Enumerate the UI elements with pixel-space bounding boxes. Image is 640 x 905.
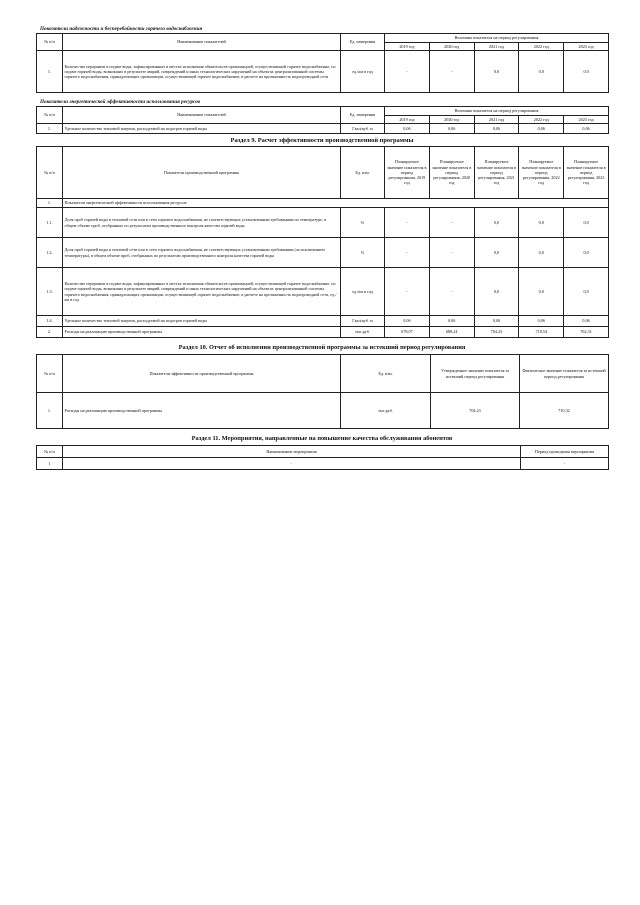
row-unit: %: [341, 208, 385, 238]
row-name: Удельное количество тепловой энергии, расходуемой на подогрев горячей воды: [63, 124, 341, 134]
row-value: 0,06: [519, 124, 564, 134]
year-header: Планируемое значение показателя в период регулирования, 2023 год: [564, 147, 609, 199]
col-unit-header: Ед. изм.: [341, 355, 431, 393]
row-value: -: [429, 208, 474, 238]
row-value: 0,06: [564, 316, 609, 327]
row-name: Количество перерывов в подаче воды, зафиксированных в местах исполнения обязательств организацией, осуществляющей горячее водоснабжение, по подаче горячей воды, возникших в результате аварий, повреждений и иных технологических нарушений на объектах централизованной системы горячего водоснабжения, принадлежащих организации, осуществляющей горячее водоснабжение, в расчете на протяженность водопроводной сети: [63, 51, 341, 93]
col-num-header: № п/п: [37, 355, 63, 393]
row-unit: ед./км в год: [341, 268, 385, 316]
col-num-header: № п/п: [37, 34, 63, 51]
row-value: 704,23: [474, 327, 519, 338]
efficiency-calc-table: [36, 146, 609, 338]
row-name: Доля проб горячей воды в тепловой сети или в сети горячего водоснабжения, не соответствующих установленным требованиям (за исключением температуры), в общем объеме проб, отобранных по результатам производственного контроля качества горячей воды: [63, 238, 341, 268]
row-name: Удельное количество тепловой энергии, расходуемой на подогрев горячей воды: [63, 316, 341, 327]
approved-header: Утвержденное значение показателя за истекший период регулирования: [431, 355, 520, 393]
year-header: Планируемое значение показателя в период регулирования, 2019 год: [385, 147, 430, 199]
row-value: -: [385, 208, 430, 238]
row-period: -: [521, 458, 609, 470]
energy-efficiency-table: [36, 106, 609, 134]
col-num-header: № п/п: [37, 446, 63, 458]
row-unit: тыс.руб.: [341, 327, 385, 338]
row-value: 0,0: [474, 208, 519, 238]
year-header: 2023 год: [564, 116, 609, 124]
col-unit-header: Ед. измерения: [341, 107, 385, 124]
row-unit: Гкал/куб. м: [341, 316, 385, 327]
year-header: 2020 год: [429, 116, 474, 124]
row-num: 2.: [37, 327, 63, 338]
row-value: 0,0: [564, 238, 609, 268]
reliability-table: [36, 33, 609, 93]
row-num: 1.2.: [37, 238, 63, 268]
col-name-header: Показатели эффективности производственной программы: [63, 355, 341, 393]
section9-title: Раздел 9. Расчет эффективности производственной программы: [230, 137, 414, 144]
period-group-header: Величина показателя на период регулирования: [385, 107, 609, 116]
section11-title: Раздел 11. Мероприятия, направленные на повышение качества обслуживания абонентов: [191, 435, 453, 442]
col-name-header: Наименование показателей: [63, 107, 341, 124]
col-num-header: № п/п: [37, 107, 63, 124]
row-value: 0,06: [385, 316, 430, 327]
year-header: 2022 год: [519, 116, 564, 124]
row-value: 0,06: [474, 124, 519, 134]
year-header: Планируемое значение показателя в период регулирования, 2022 год: [519, 147, 564, 199]
row-value: 0,06: [474, 316, 519, 327]
row-value: 0,0: [519, 268, 564, 316]
row-value: 0,0: [474, 51, 519, 93]
row-value: -: [429, 51, 474, 93]
period-group-header: Величина показателя на период регулирования: [385, 34, 609, 43]
row-value: -: [385, 268, 430, 316]
row-num: 1.4.: [37, 316, 63, 327]
year-header: 2022 год: [519, 43, 564, 51]
year-header: Планируемое значение показателя в период регулирования, 2021 год: [474, 147, 519, 199]
row-value: 688,24: [429, 327, 474, 338]
row-unit: тыс.руб.: [341, 393, 431, 429]
col-name-header: Показатели производственной программы: [63, 147, 341, 199]
row-value: 0,0: [564, 268, 609, 316]
row-name: Расходы на реализацию производственной программы: [63, 327, 341, 338]
row-name: Доля проб горячей воды в тепловой сети или в сети горячего водоснабжения, не соответствующих установленным требованиям по температуре, в общем объеме проб, отобранных по результатам производственного контроля качества горячей воды: [63, 208, 341, 238]
col-unit-header: Ед. измерения: [341, 34, 385, 51]
row-value: 0,06: [564, 124, 609, 134]
col-unit-header: Ед. изм.: [341, 147, 385, 199]
col-name-header: Наименование мероприятия: [63, 446, 521, 458]
row-unit: Гкал/куб. м: [341, 124, 385, 134]
section10-title: Раздел 10. Отчет об исполнении производственной программы за истекший период регулирования: [178, 344, 466, 351]
row-num: 1.1.: [37, 208, 63, 238]
year-header: 2021 год: [474, 43, 519, 51]
year-header: 2020 год: [429, 43, 474, 51]
row-value: 0,06: [385, 124, 430, 134]
row-value: 678,07: [385, 327, 430, 338]
row-value: 0,06: [519, 316, 564, 327]
group-num: 1.: [37, 199, 63, 208]
row-num: 1: [37, 458, 63, 470]
col-period-header: Период проведения мероприятия: [521, 446, 609, 458]
row-value: -: [385, 51, 430, 93]
row-name: Расходы на реализацию производственной программы: [63, 393, 341, 429]
service-measures-table: [36, 445, 609, 470]
row-num: 1.3.: [37, 268, 63, 316]
actual-header: Фактическое значение показателя за истекший период регулирования: [520, 355, 609, 393]
row-value: 0,0: [474, 268, 519, 316]
row-unit: ед./км в год: [341, 51, 385, 93]
row-value: 0,0: [564, 208, 609, 238]
table2-caption: Показатели энергетической эффективности использования ресурсов: [40, 99, 201, 105]
row-value: 0,06: [429, 124, 474, 134]
year-header: 2023 год: [564, 43, 609, 51]
row-name: -: [63, 458, 521, 470]
row-value: 0,0: [519, 51, 564, 93]
year-header: 2019 год: [385, 43, 430, 51]
col-num-header: № п/п: [37, 147, 63, 199]
row-value: -: [385, 238, 430, 268]
document-page: [36, 26, 608, 470]
row-value: 718,54: [519, 327, 564, 338]
row-value: 762,31: [564, 327, 609, 338]
row-num: 1.: [37, 124, 63, 134]
row-value: 0,0: [474, 238, 519, 268]
row-value: -: [429, 268, 474, 316]
row-value: -: [429, 238, 474, 268]
row-unit: %: [341, 238, 385, 268]
row-value: 0,0: [519, 208, 564, 238]
row-name: Количество перерывов в подаче воды, зафиксированных в местах исполнения обязательств организацией, осуществляющей горячее водоснабжение, по подаче горячей воды, возникших в результате аварий, повреждений и иных технологических нарушений на объектах централизованной системы горячего водоснабжения, принадлежащих организации, осуществляющей горячее водоснабжение, в расчете на протяженность водопроводной сети, ед./км в год: [63, 268, 341, 316]
row-value: 0,0: [564, 51, 609, 93]
group-name: Показатели энергетической эффективности использования ресурсов: [63, 199, 609, 208]
row-value: 0,0: [519, 238, 564, 268]
approved-value: 704,23: [431, 393, 520, 429]
row-num: 1.: [37, 393, 63, 429]
row-value: 0,06: [429, 316, 474, 327]
table1-caption: Показатели надежности и бесперебойности горячего водоснабжения: [40, 26, 203, 32]
actual-value: 710,32: [520, 393, 609, 429]
col-name-header: Наименование показателей: [63, 34, 341, 51]
year-header: 2019 год: [385, 116, 430, 124]
year-header: Планируемое значение показателя в период регулирования, 2020 год: [429, 147, 474, 199]
year-header: 2021 год: [474, 116, 519, 124]
row-num: 1.: [37, 51, 63, 93]
execution-report-table: [36, 354, 609, 429]
